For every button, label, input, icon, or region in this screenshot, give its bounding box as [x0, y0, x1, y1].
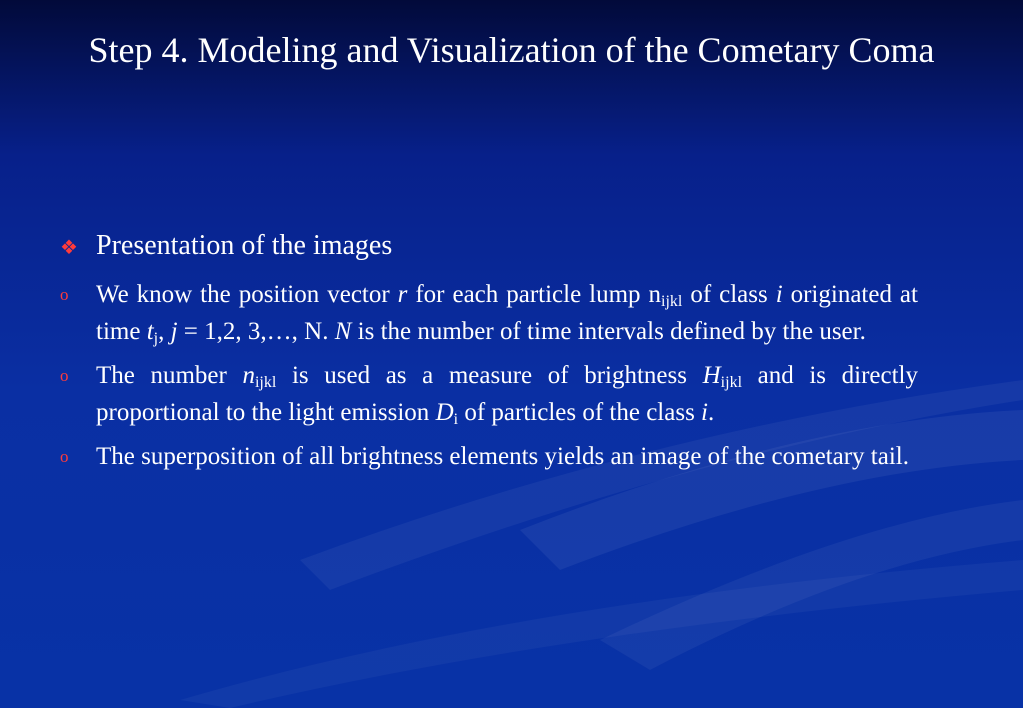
circle-bullet-icon: o [60, 366, 69, 385]
var-n: n [242, 362, 255, 389]
text: , [158, 318, 171, 345]
bullet-item-2 [60, 357, 918, 431]
var-j: j [170, 318, 178, 345]
var-N: N [334, 318, 352, 345]
text: The number [96, 362, 243, 389]
diamond-bullet-icon: ❖ [60, 237, 78, 259]
text: of class [682, 281, 776, 308]
subscript: ijkl [720, 374, 743, 391]
var-i: i [701, 399, 708, 426]
text: . [708, 399, 715, 426]
text: of particles of the class [458, 399, 702, 426]
var-D: D [435, 399, 454, 426]
text: = 1,2, 3,…, N. [177, 318, 335, 345]
heading-item [60, 226, 918, 266]
bullet-item-1 [60, 276, 918, 350]
subscript: i [453, 411, 459, 428]
subscript: ijkl [661, 293, 683, 310]
slide-title: Step 4. Modeling and Visualization of the Cometary Coma [88, 30, 935, 70]
var-H: H [702, 362, 721, 389]
circle-bullet-icon: o [60, 447, 69, 466]
text: We know the position vector [96, 281, 398, 308]
var-r: r [397, 281, 408, 308]
text: The superposition of all brightness elements yields an image of the cometary tail. [96, 443, 909, 470]
heading-text: Presentation of the images [96, 230, 393, 261]
text: for each particle lump n [407, 281, 662, 308]
var-t: t [146, 318, 154, 345]
slide-body [60, 226, 918, 482]
text: is used as a measure of brightness [276, 362, 703, 389]
subscript: ijkl [254, 374, 277, 391]
bullet-item-3 [60, 438, 918, 475]
text: originated at time [96, 281, 918, 345]
text: and is directly proportional to the light emission [96, 362, 919, 426]
subscript: j [153, 330, 159, 347]
text: is the number of time intervals defined by the user. [351, 318, 866, 345]
var-i: i [775, 281, 783, 308]
circle-bullet-icon: o [60, 285, 69, 304]
